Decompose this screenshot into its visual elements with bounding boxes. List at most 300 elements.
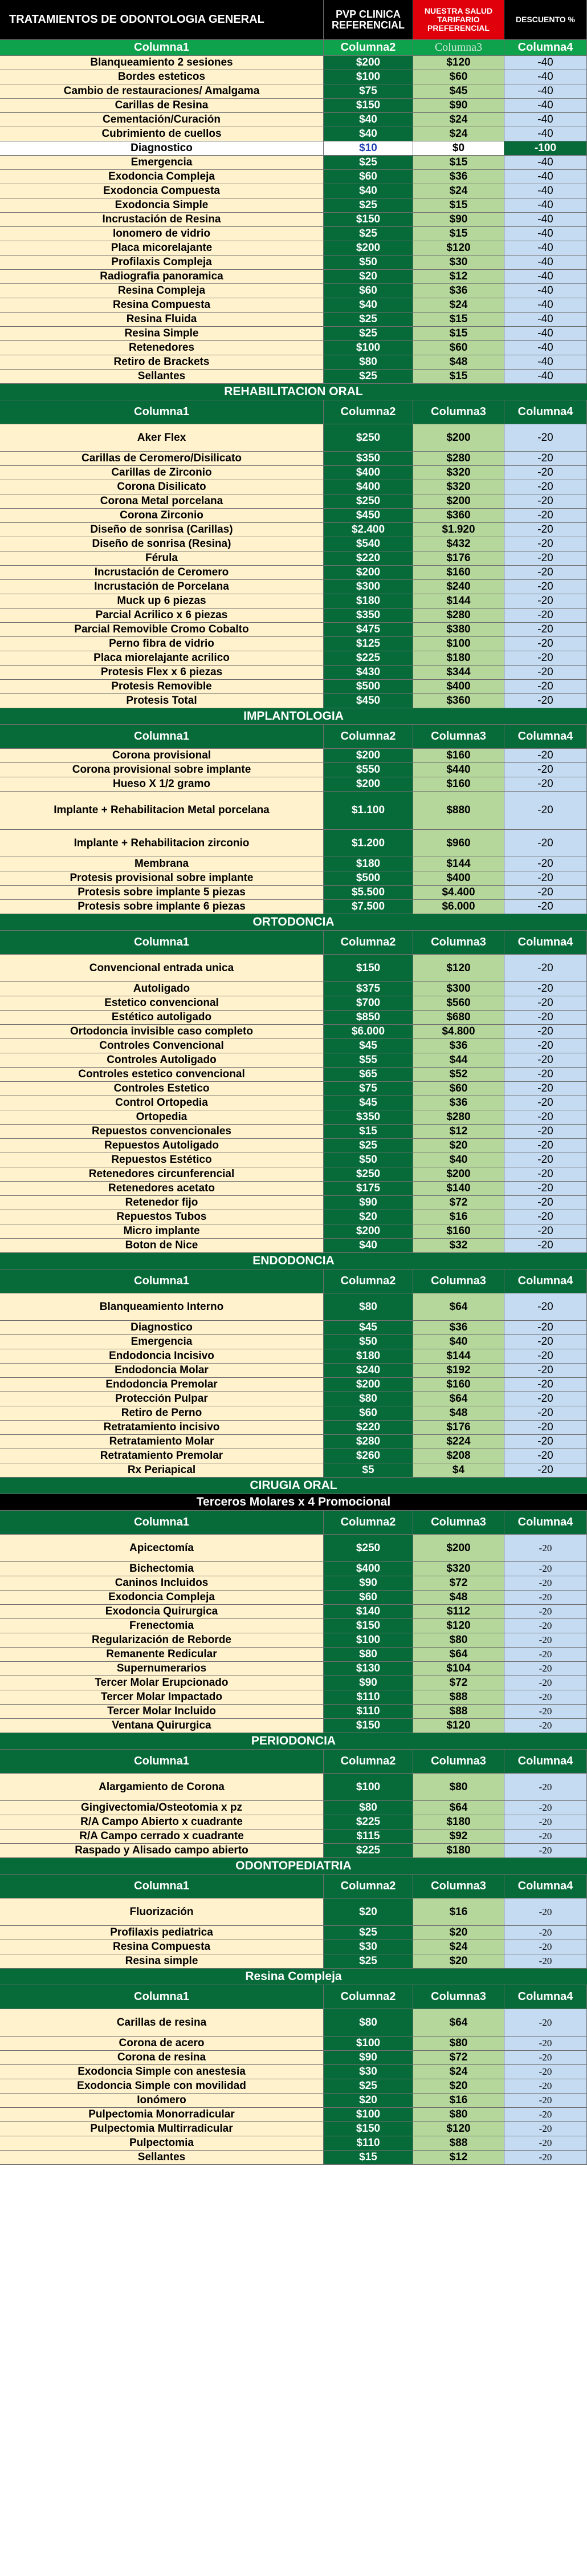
preferential-price: $24: [413, 184, 504, 198]
discount-value: -40: [504, 241, 587, 255]
pvp-price: $350: [324, 608, 413, 623]
sheet-title: TRATAMIENTOS DE ODONTOLOGIA GENERAL: [0, 0, 324, 40]
header-pvp: PVP CLINICA REFERENCIAL: [324, 0, 413, 40]
treatment-name: Bordes esteticos: [0, 70, 324, 84]
table-row: [0, 156, 587, 170]
discount-value: -40: [504, 56, 587, 70]
pvp-price: $225: [324, 1844, 413, 1858]
treatment-name: Protesis sobre implante 6 piezas: [0, 900, 324, 914]
pvp-price: $60: [324, 1591, 413, 1605]
table-row: [0, 694, 587, 708]
pvp-price: $180: [324, 594, 413, 608]
treatment-name: Regularización de Reborde: [0, 1633, 324, 1648]
discount-value: -40: [504, 113, 587, 127]
pvp-price: $150: [324, 955, 413, 982]
treatment-name: Perno fibra de vidrio: [0, 637, 324, 651]
preferential-price: $224: [413, 1435, 504, 1449]
discount-value: -20: [504, 1096, 587, 1110]
table-row: [0, 1940, 587, 1954]
discount-value: -20: [504, 537, 587, 551]
treatment-name: Remanente Redicular: [0, 1648, 324, 1662]
preferential-price: $20: [413, 1926, 504, 1940]
pvp-price: $150: [324, 99, 413, 113]
pvp-price: $45: [324, 1039, 413, 1053]
pvp-price: $220: [324, 1421, 413, 1435]
discount-value: -20: [504, 777, 587, 792]
discount-value: -20: [504, 871, 587, 886]
table-row: [0, 2108, 587, 2122]
discount-value: -20: [504, 1844, 587, 1858]
preferential-price: $144: [413, 594, 504, 608]
table-row: [0, 355, 587, 370]
pvp-price: $40: [324, 1239, 413, 1253]
table-row: [0, 1321, 587, 1335]
table-row: [0, 623, 587, 637]
treatment-name: Cambio de restauraciones/ Amalgama: [0, 84, 324, 99]
pvp-price: $20: [324, 1210, 413, 1224]
table-row: [0, 2037, 587, 2051]
treatment-name: Implante + Rehabilitacion Metal porcelana: [0, 792, 324, 830]
discount-value: -20: [504, 580, 587, 594]
pvp-price: $350: [324, 1110, 413, 1125]
column-header-c2: Columna2: [324, 1750, 413, 1774]
treatment-name: Convencional entrada unica: [0, 955, 324, 982]
pvp-price: $25: [324, 327, 413, 341]
preferential-price: $192: [413, 1364, 504, 1378]
treatment-name: Parcial Acrilico x 6 piezas: [0, 608, 324, 623]
preferential-price: $80: [413, 1633, 504, 1648]
table-row: [0, 1406, 587, 1421]
discount-value: -20: [504, 1463, 587, 1478]
pvp-price: $125: [324, 637, 413, 651]
table-row: [0, 566, 587, 580]
discount-value: -20: [504, 480, 587, 494]
discount-value: -20: [504, 1940, 587, 1954]
treatment-name: Diseño de sonrisa (Carillas): [0, 523, 324, 537]
table-row: [0, 184, 587, 198]
table-row: [0, 1096, 587, 1110]
table-row: [0, 1926, 587, 1940]
preferential-price: $200: [413, 424, 504, 452]
pvp-price: $25: [324, 1926, 413, 1940]
treatment-name: Sellantes: [0, 370, 324, 384]
table-row: [0, 1125, 587, 1139]
preferential-price: $72: [413, 1676, 504, 1690]
table-row: [0, 1196, 587, 1210]
treatment-name: Resina Compuesta: [0, 1940, 324, 1954]
treatment-name: Exodoncia Simple con movilidad: [0, 2079, 324, 2094]
pvp-price: $100: [324, 341, 413, 355]
treatment-name: Resina Compuesta: [0, 298, 324, 313]
treatment-name: Corona de resina: [0, 2051, 324, 2065]
preferential-price: $80: [413, 1774, 504, 1801]
treatment-name: Resina Simple: [0, 327, 324, 341]
discount-value: -20: [504, 1364, 587, 1378]
table-row: [0, 857, 587, 871]
treatment-name: Aker Flex: [0, 424, 324, 452]
table-row: [0, 141, 587, 156]
treatment-name: Endodoncia Incisivo: [0, 1349, 324, 1364]
column-header-row: [0, 1511, 587, 1535]
table-row: [0, 2122, 587, 2136]
table-row: [0, 1662, 587, 1676]
treatment-name: Exodoncia Quirurgica: [0, 1605, 324, 1619]
column-header-c1: Columna1: [0, 400, 324, 424]
treatment-name: Ionómero: [0, 2094, 324, 2108]
preferential-price: $4.800: [413, 1025, 504, 1039]
treatment-name: Incrustación de Ceromero: [0, 566, 324, 580]
discount-value: -20: [504, 982, 587, 996]
discount-value: -20: [504, 1392, 587, 1406]
discount-value: -20: [504, 1196, 587, 1210]
column-header-c2: Columna2: [324, 1875, 413, 1898]
table-row: [0, 1167, 587, 1182]
table-row: [0, 241, 587, 255]
pvp-price: $25: [324, 156, 413, 170]
treatment-name: Fluorización: [0, 1898, 324, 1926]
preferential-price: $20: [413, 1139, 504, 1153]
pvp-price: $80: [324, 1648, 413, 1662]
pvp-price: $5.500: [324, 886, 413, 900]
pvp-price: $250: [324, 424, 413, 452]
column-header-c2: Columna2: [324, 1269, 413, 1293]
pvp-price: $80: [324, 1392, 413, 1406]
preferential-price: $120: [413, 1719, 504, 1733]
column-header-c1: Columna1: [0, 1875, 324, 1898]
treatment-name: Gingivectomia/Osteotomia x pz: [0, 1801, 324, 1815]
table-row: [0, 2094, 587, 2108]
treatment-name: Incrustación de Resina: [0, 213, 324, 227]
discount-value: -20: [504, 1210, 587, 1224]
discount-value: -20: [504, 1562, 587, 1576]
discount-value: -40: [504, 298, 587, 313]
pvp-price: $25: [324, 2079, 413, 2094]
preferential-price: $880: [413, 792, 504, 830]
pvp-price: $200: [324, 777, 413, 792]
preferential-price: $12: [413, 270, 504, 284]
treatment-name: Repuestos Estético: [0, 1153, 324, 1167]
column-header-c1: Columna1: [0, 931, 324, 955]
column-header-c4: Columna4: [504, 400, 587, 424]
treatment-name: Estético autoligado: [0, 1011, 324, 1025]
treatment-name: Repuestos Autoligado: [0, 1139, 324, 1153]
table-row: [0, 298, 587, 313]
preferential-price: $24: [413, 113, 504, 127]
column-header-c3: Columna3: [413, 1269, 504, 1293]
discount-value: -20: [504, 1239, 587, 1253]
table-row: [0, 1378, 587, 1392]
pvp-price: $25: [324, 198, 413, 213]
table-row: [0, 1182, 587, 1196]
treatment-name: Profilaxis pediatrica: [0, 1926, 324, 1940]
table-row: [0, 1954, 587, 1969]
column-header-c3: Columna3: [413, 1985, 504, 2009]
discount-value: -20: [504, 2065, 587, 2079]
discount-value: -20: [504, 1705, 587, 1719]
preferential-price: $0: [413, 141, 504, 156]
discount-value: -20: [504, 1719, 587, 1733]
pvp-price: $115: [324, 1829, 413, 1844]
preferential-price: $440: [413, 763, 504, 777]
discount-value: -20: [504, 551, 587, 566]
treatment-name: Supernumerarios: [0, 1662, 324, 1676]
treatment-name: Retiro de Brackets: [0, 355, 324, 370]
table-row: [0, 370, 587, 384]
pvp-price: $180: [324, 1349, 413, 1364]
discount-value: -20: [504, 424, 587, 452]
pvp-price: $200: [324, 749, 413, 763]
preferential-price: $120: [413, 56, 504, 70]
pvp-price: $175: [324, 1182, 413, 1196]
treatment-name: Incrustación de Porcelana: [0, 580, 324, 594]
treatment-name: Repuestos Tubos: [0, 1210, 324, 1224]
treatment-name: Apicectomía: [0, 1535, 324, 1562]
table-row: [0, 1619, 587, 1633]
table-row: [0, 1801, 587, 1815]
discount-value: -20: [504, 2009, 587, 2037]
discount-value: -20: [504, 1153, 587, 1167]
treatment-name: Corona provisional: [0, 749, 324, 763]
discount-value: -20: [504, 594, 587, 608]
discount-value: -20: [504, 2108, 587, 2122]
table-row: [0, 170, 587, 184]
treatment-name: Controles Autoligado: [0, 1053, 324, 1068]
discount-value: -20: [504, 2151, 587, 2165]
treatment-name: Carillas de Resina: [0, 99, 324, 113]
preferential-price: $200: [413, 494, 504, 509]
discount-value: -20: [504, 2122, 587, 2136]
table-row: [0, 227, 587, 241]
pvp-price: $20: [324, 2094, 413, 2108]
table-row: [0, 2009, 587, 2037]
preferential-price: $16: [413, 2094, 504, 2108]
preferential-price: $15: [413, 370, 504, 384]
column-header-c4: Columna4: [504, 40, 587, 56]
preferential-price: $30: [413, 255, 504, 270]
discount-value: -20: [504, 566, 587, 580]
table-row: [0, 1364, 587, 1378]
treatment-name: Placa micorelajante: [0, 241, 324, 255]
pvp-price: $450: [324, 509, 413, 523]
treatment-name: Estetico convencional: [0, 996, 324, 1011]
discount-value: -20: [504, 694, 587, 708]
discount-value: -20: [504, 1378, 587, 1392]
discount-value: -20: [504, 857, 587, 871]
treatment-name: Sellantes: [0, 2151, 324, 2165]
discount-value: -20: [504, 1435, 587, 1449]
discount-value: -20: [504, 1801, 587, 1815]
pvp-price: $15: [324, 1125, 413, 1139]
pvp-price: $30: [324, 1940, 413, 1954]
preferential-price: $240: [413, 580, 504, 594]
header-discount: DESCUENTO %: [504, 0, 587, 40]
pvp-price: $150: [324, 1719, 413, 1733]
column-header-c4: Columna4: [504, 1750, 587, 1774]
preferential-price: $15: [413, 198, 504, 213]
pvp-price: $1.200: [324, 830, 413, 857]
preferential-price: $140: [413, 1182, 504, 1196]
discount-value: -20: [504, 1421, 587, 1435]
preferential-price: $24: [413, 298, 504, 313]
table-row: [0, 551, 587, 566]
treatment-name: Blanqueamiento Interno: [0, 1293, 324, 1321]
preferential-price: $180: [413, 651, 504, 666]
pvp-price: $25: [324, 1139, 413, 1153]
pvp-price: $110: [324, 1690, 413, 1705]
column-header-c1: Columna1: [0, 1511, 324, 1535]
treatment-name: Profilaxis Compleja: [0, 255, 324, 270]
discount-value: -20: [504, 623, 587, 637]
column-header-c1: Columna1: [0, 725, 324, 749]
table-row: [0, 313, 587, 327]
preferential-price: $12: [413, 2151, 504, 2165]
treatment-name: Corona de acero: [0, 2037, 324, 2051]
treatment-name: Micro implante: [0, 1224, 324, 1239]
pvp-price: $90: [324, 2051, 413, 2065]
discount-value: -40: [504, 127, 587, 141]
pvp-price: $110: [324, 1705, 413, 1719]
pvp-price: $1.100: [324, 792, 413, 830]
preferential-price: $64: [413, 2009, 504, 2037]
preferential-price: $36: [413, 284, 504, 298]
column-header-c2: Columna2: [324, 1985, 413, 2009]
table-row: [0, 1039, 587, 1053]
table-row: [0, 537, 587, 551]
treatment-name: Ventana Quirurgica: [0, 1719, 324, 1733]
section-subtitle: Terceros Molares x 4 Promocional: [0, 1494, 587, 1511]
section-title: CIRUGIA ORAL: [0, 1478, 587, 1494]
discount-value: -40: [504, 213, 587, 227]
table-row: [0, 1719, 587, 1733]
table-row: [0, 1591, 587, 1605]
pvp-price: $30: [324, 2065, 413, 2079]
discount-value: -20: [504, 1053, 587, 1068]
treatment-name: Rx Periapical: [0, 1463, 324, 1478]
table-row: [0, 1110, 587, 1125]
pvp-price: $45: [324, 1096, 413, 1110]
discount-value: -20: [504, 680, 587, 694]
table-row: [0, 1153, 587, 1167]
column-header-row: [0, 725, 587, 749]
column-header-row: [0, 1875, 587, 1898]
preferential-price: $52: [413, 1068, 504, 1082]
preferential-price: $208: [413, 1449, 504, 1463]
pvp-price: $100: [324, 2037, 413, 2051]
discount-value: -20: [504, 1633, 587, 1648]
treatment-name: Férula: [0, 551, 324, 566]
pvp-price: $130: [324, 1662, 413, 1676]
treatment-name: Boton de Nice: [0, 1239, 324, 1253]
preferential-price: $100: [413, 637, 504, 651]
table-row: [0, 594, 587, 608]
pvp-price: $40: [324, 113, 413, 127]
treatment-name: Raspado y Alisado campo abierto: [0, 1844, 324, 1858]
section-title: ODONTOPEDIATRIA: [0, 1858, 587, 1875]
treatment-name: Ortopedia: [0, 1110, 324, 1125]
pvp-price: $100: [324, 1774, 413, 1801]
preferential-price: $320: [413, 1562, 504, 1576]
treatment-name: Cubrimiento de cuellos: [0, 127, 324, 141]
pvp-price: $475: [324, 623, 413, 637]
pvp-price: $540: [324, 537, 413, 551]
pvp-price: $280: [324, 1435, 413, 1449]
discount-value: -20: [504, 886, 587, 900]
table-row: [0, 113, 587, 127]
treatment-name: Pulpectomia: [0, 2136, 324, 2151]
column-header-row: [0, 1985, 587, 2009]
pvp-price: $50: [324, 1153, 413, 1167]
discount-value: -20: [504, 2079, 587, 2094]
pvp-price: $180: [324, 857, 413, 871]
preferential-price: $320: [413, 466, 504, 480]
pvp-price: $200: [324, 56, 413, 70]
table-row: [0, 1053, 587, 1068]
pvp-price: $65: [324, 1068, 413, 1082]
pvp-price: $150: [324, 1619, 413, 1633]
column-header-c1: Columna1: [0, 40, 324, 56]
discount-value: -20: [504, 1535, 587, 1562]
preferential-price: $48: [413, 1591, 504, 1605]
preferential-price: $72: [413, 2051, 504, 2065]
section-title: ENDODONCIA: [0, 1253, 587, 1269]
treatment-name: Retenedores acetato: [0, 1182, 324, 1196]
preferential-price: $176: [413, 1421, 504, 1435]
discount-value: -20: [504, 1591, 587, 1605]
discount-value: -20: [504, 1576, 587, 1591]
pvp-price: $6.000: [324, 1025, 413, 1039]
header-row: [0, 0, 587, 40]
discount-value: -40: [504, 284, 587, 298]
pvp-price: $200: [324, 241, 413, 255]
pvp-price: $20: [324, 270, 413, 284]
preferential-price: $6.000: [413, 900, 504, 914]
preferential-price: $160: [413, 777, 504, 792]
treatment-name: Placa miorelajante acrilico: [0, 651, 324, 666]
preferential-price: $36: [413, 1096, 504, 1110]
preferential-price: $200: [413, 1167, 504, 1182]
treatment-name: Protección Pulpar: [0, 1392, 324, 1406]
treatment-name: Exodoncia Simple: [0, 198, 324, 213]
header-preferential: NUESTRA SALUD TARIFARIO PREFERENCIAL: [413, 0, 504, 40]
preferential-price: $24: [413, 2065, 504, 2079]
table-row: [0, 341, 587, 355]
table-row: [0, 982, 587, 996]
table-row: [0, 452, 587, 466]
table-row: [0, 198, 587, 213]
treatment-name: Autoligado: [0, 982, 324, 996]
treatment-name: R/A Campo Abierto x cuadrante: [0, 1815, 324, 1829]
table-row: [0, 1815, 587, 1829]
preferential-price: $60: [413, 70, 504, 84]
preferential-price: $160: [413, 1378, 504, 1392]
discount-value: -40: [504, 255, 587, 270]
table-row: [0, 1535, 587, 1562]
discount-value: -20: [504, 996, 587, 1011]
treatment-name: Resina Fluida: [0, 313, 324, 327]
treatment-name: Resina simple: [0, 1954, 324, 1969]
treatment-name: Corona Disilicato: [0, 480, 324, 494]
preferential-price: $176: [413, 551, 504, 566]
column-header-c4: Columna4: [504, 1511, 587, 1535]
table-row: [0, 1239, 587, 1253]
preferential-price: $12: [413, 1125, 504, 1139]
table-row: [0, 1774, 587, 1801]
pvp-price: $550: [324, 763, 413, 777]
discount-value: -40: [504, 156, 587, 170]
preferential-price: $120: [413, 2122, 504, 2136]
table-row: [0, 955, 587, 982]
preferential-price: $380: [413, 623, 504, 637]
